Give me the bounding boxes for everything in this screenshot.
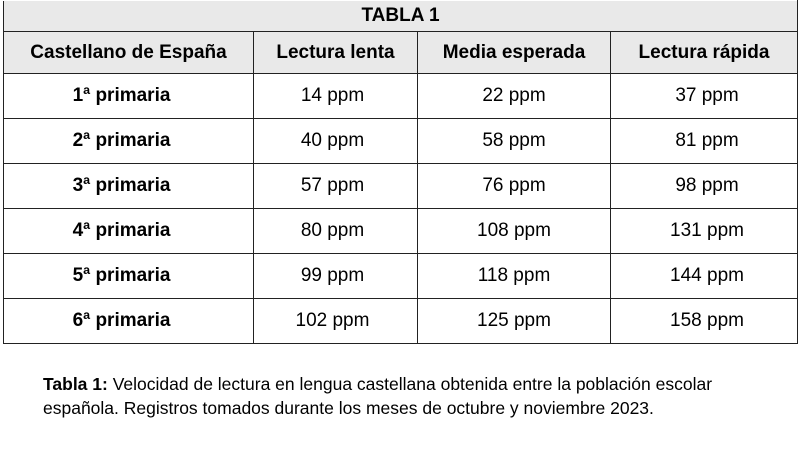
column-header-mean: Media esperada xyxy=(418,32,611,74)
caption-label: Tabla 1: xyxy=(43,374,108,394)
column-header-slow: Lectura lenta xyxy=(254,32,418,74)
slow-speed-value: 57 ppm xyxy=(254,164,418,209)
mean-speed-value: 118 ppm xyxy=(418,254,611,299)
column-header-fast: Lectura rápida xyxy=(611,32,798,74)
table-row xyxy=(4,74,798,119)
table-row xyxy=(4,209,798,254)
grade-label: 1ª primaria xyxy=(4,74,254,119)
slow-speed-value: 14 ppm xyxy=(254,74,418,119)
reading-speed-table xyxy=(3,0,798,344)
table-row xyxy=(4,164,798,209)
slow-speed-value: 80 ppm xyxy=(254,209,418,254)
table-caption xyxy=(43,372,743,420)
mean-speed-value: 22 ppm xyxy=(418,74,611,119)
mean-speed-value: 125 ppm xyxy=(418,299,611,344)
table-row xyxy=(4,254,798,299)
fast-speed-value: 37 ppm xyxy=(611,74,798,119)
fast-speed-value: 144 ppm xyxy=(611,254,798,299)
table-title: TABLA 1 xyxy=(4,1,798,32)
grade-label: 5ª primaria xyxy=(4,254,254,299)
fast-speed-value: 131 ppm xyxy=(611,209,798,254)
grade-label: 4ª primaria xyxy=(4,209,254,254)
slow-speed-value: 102 ppm xyxy=(254,299,418,344)
grade-label: 6ª primaria xyxy=(4,299,254,344)
table-title-row xyxy=(4,1,798,32)
table-row xyxy=(4,299,798,344)
fast-speed-value: 158 ppm xyxy=(611,299,798,344)
slow-speed-value: 40 ppm xyxy=(254,119,418,164)
fast-speed-value: 81 ppm xyxy=(611,119,798,164)
table-row xyxy=(4,119,798,164)
mean-speed-value: 76 ppm xyxy=(418,164,611,209)
mean-speed-value: 58 ppm xyxy=(418,119,611,164)
mean-speed-value: 108 ppm xyxy=(418,209,611,254)
grade-label: 3ª primaria xyxy=(4,164,254,209)
caption-text: Velocidad de lectura en lengua castellana obtenida entre la población escolar española. Registros tomados durante los meses de octubre y noviembre 2023. xyxy=(43,374,713,418)
fast-speed-value: 98 ppm xyxy=(611,164,798,209)
grade-label: 2ª primaria xyxy=(4,119,254,164)
column-header-language: Castellano de España xyxy=(4,32,254,74)
table-header-row xyxy=(4,32,798,74)
slow-speed-value: 99 ppm xyxy=(254,254,418,299)
